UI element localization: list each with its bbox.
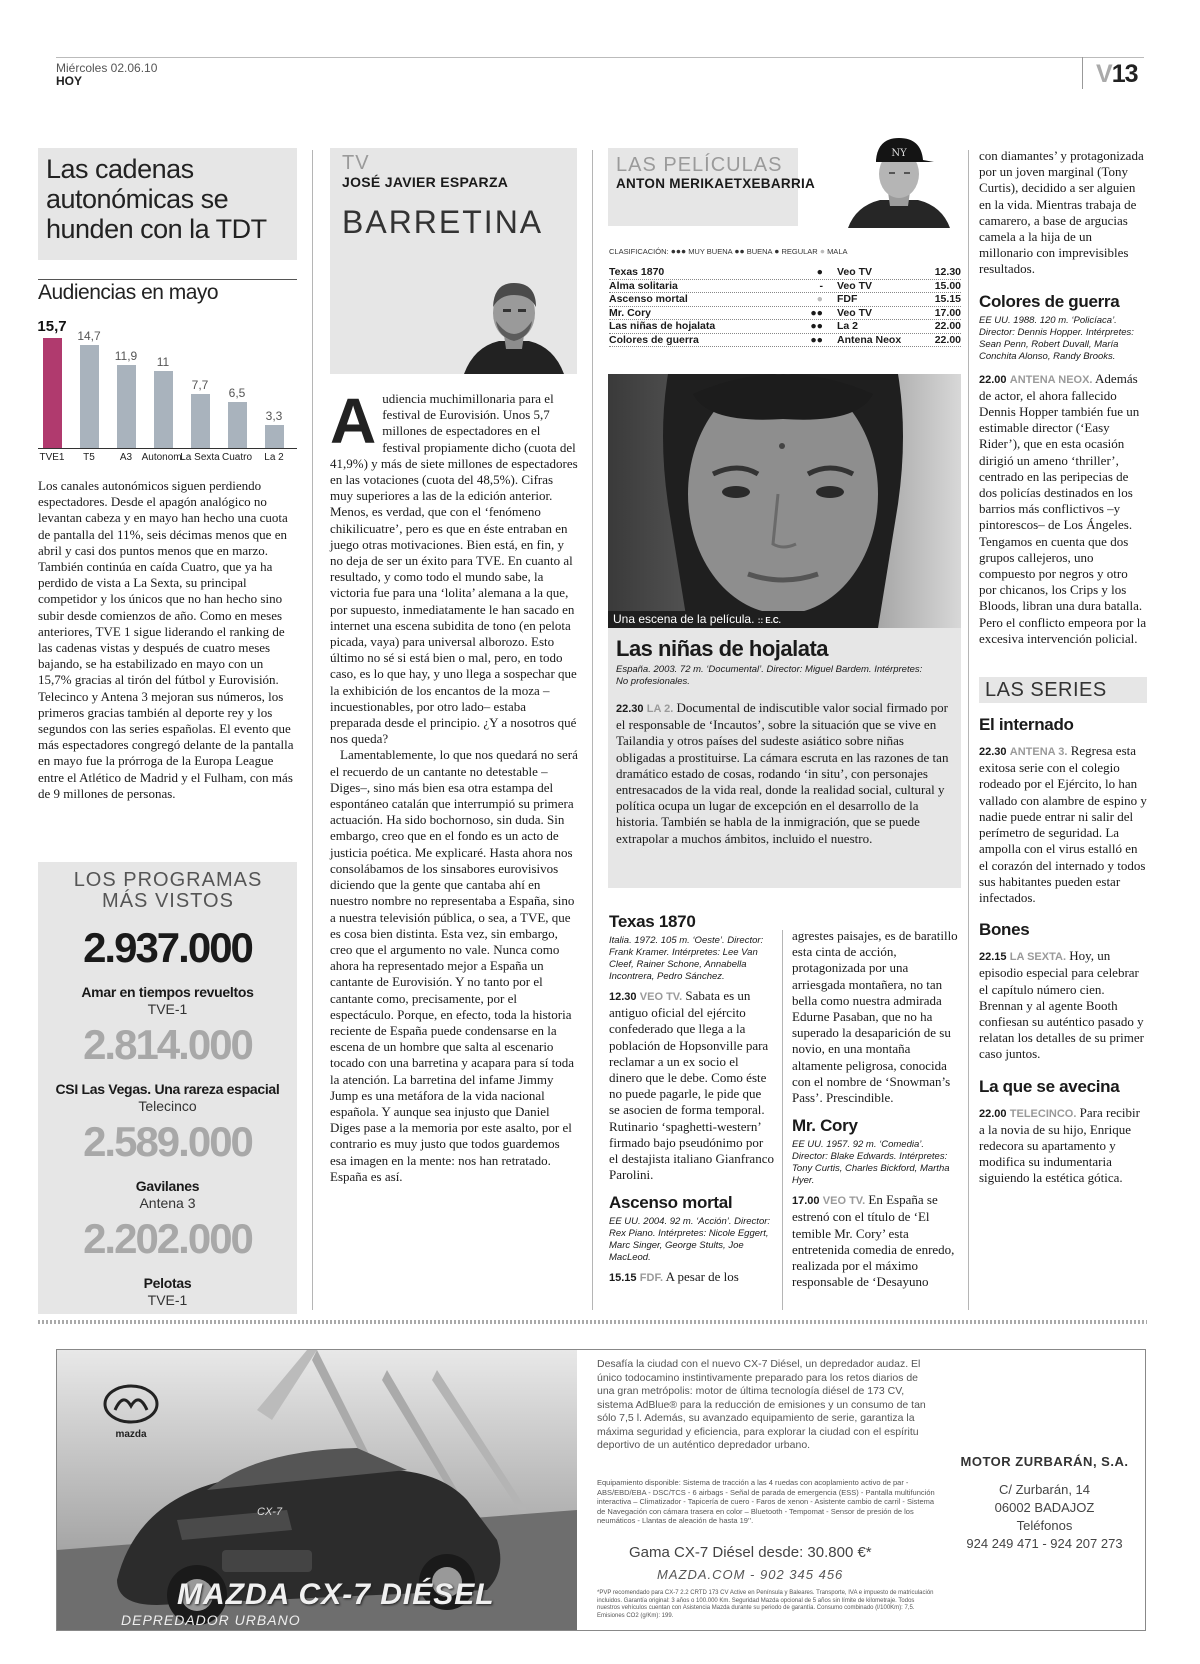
listing-channel: Veo TV	[837, 306, 873, 319]
photo-credit: :: E.C.	[757, 616, 781, 625]
listing-channel: Veo TV	[837, 266, 873, 278]
feature-time: 22.30	[616, 703, 644, 715]
column-lead-paragraph: udiencia muchimillonaria para el festival de Eurovisión. Unos 5,7 millones de espectadores en el festival propiamente dicho (cuota del 41,9%) y más de siete millones de espectadores en las votaciones (cuota del 48,5%). Cifras muy superiores a las de la edición anterior. Menos, es verdad, que con el ‘fenómeno chikilicuatre’, pero es que en éste entraban en juego otras motivaciones. Bien está, en fin, y no deja de ser un éxito para TVE. En cuanto al resultado, y como todo el mundo sabe, la victoria fue para una ‘lolita’ alemana a la que, por supuesto, inmediatamente le han sacado en internet una escena subidita de tono (en pelota picada, vaya) para universal alborozo. Esto último no sé si está bien o mal, pero, en todo caso, es lo que hay, y uno llega a sospechar que la exhibición de los encantos de la moza –incuestionables, por otro lado– estaba preparada desde el principio. ¿Y a nosotros qué nos queda?	[330, 391, 578, 747]
ad-legal: *PVP recomendado para CX-7 2.2 CRTD 173 CV Active en Península y Baleares. Transporte, IVA e impuesto de matriculación incluidos. Garantía original: 3 años o 100.000 Km. Seguridad Mazda opcional de 5 años sin límite de kilometraje. Todos nuestros vehículos cuentan con Asistencia Mazda durante su periodo de garantía. Consumo combinado (l/100Km): 7,5. Emisiones CO2 (g/Km): 199.	[597, 1590, 934, 1619]
listing-row	[609, 320, 961, 334]
chart-bar	[154, 371, 173, 448]
listing-rating: ●	[816, 293, 823, 305]
movies-section: LAS PELÍCULAS	[616, 154, 783, 176]
headline-box	[38, 148, 297, 260]
listing-row	[609, 280, 961, 294]
drop-cap: A	[330, 385, 377, 457]
header-page: 13	[1111, 60, 1138, 88]
listing-channel: La 2	[837, 320, 859, 332]
series-time: 22.00	[979, 1107, 1007, 1120]
ad-equipment: Equipamiento disponible: Sistema de tracción a las 4 ruedas con acoplamiento activo de par - ABS/EBD/EBA - DSC/TCS - 6 airbags - Señal de parada de emergencia (ESS) - Pantalla multifunción interactiva – Climatizador - Tapicería de cuero - Faros de xenon - Asistente cambio de carril - Sistema de Navegación con cámara trasera en color – Bluetooth - Tempomat - Sensor de presión de los neumáticos - Llantas de aleación de hasta 19’’.	[597, 1478, 935, 1525]
series-description: Para recibir a la novia de su hijo, Enrique redecora su apartamento y modifica su indumentaria siguiendo la estética gótica.	[979, 1104, 1140, 1186]
rating-legend-label: CLASIFICACIÓN:	[609, 247, 669, 256]
film-still-photo	[608, 374, 961, 628]
listing-title: Alma solitaria	[609, 279, 678, 292]
review-texas	[609, 912, 774, 1287]
svg-text:NY: NY	[891, 148, 907, 159]
series-text	[979, 743, 1147, 906]
series-time: 22.15	[979, 951, 1007, 964]
dealer-address: C/ Zurbarán, 14	[998, 1482, 1091, 1497]
series-channel: TELECINCO.	[1009, 1107, 1077, 1120]
audience-chart	[38, 318, 297, 468]
review-description: Además de actor, el ahora fallecido Dennis Hopper también fue un estimable director (‘Easy Rider’), que en esta ocasión dirigió un ameno ‘thriller’, centrado en las peripecias de dos policías destinados en los barrios más conflictivos –y pintorescos– de Los Ángeles. Tengamos en cuenta que dos grupos callejeros, uno compuesto por negros y otro por chicanos, los Crips y los Bloods, libran una dura batalla. Pero el conflicto empeora por la excesiva intervención policial.	[979, 370, 1147, 646]
ad-price: Gama CX-7 Diésel desde: 30.800 €*	[629, 1544, 872, 1561]
header-page-divider	[1082, 57, 1083, 89]
author-portrait	[454, 269, 574, 374]
feature-description: Documental de indiscutible valor social firmado por el responsable de ‘Incautos’, sobre la situación que se vive en Tailandia y otros países del sudeste asiático sobre niñas obligadas a prostituirse. La cámara escruta en las razones de tan dramático estado de cosas, rodando ‘in situ’, con personajes entresacados de la vida real, donde la realidad social, cultural y política ocupa un lugar de excepción en el desarrollo de la historia. También se habla de la inmigración, que se puede extrapolar a muchos ámbitos, incluido el nuestro.	[616, 700, 949, 846]
listing-title: Texas 1870	[609, 266, 665, 278]
rating-regular: REGULAR	[781, 247, 818, 256]
program-count-3: 2.589.000	[83, 1118, 252, 1165]
review-time: 15.15	[609, 1272, 637, 1285]
program-count-4: 2.202.000	[83, 1215, 252, 1262]
ad-top-rule	[38, 1320, 1147, 1324]
review-text	[609, 1269, 774, 1286]
column-paragraph: Lamentablemente, lo que nos quedará no será el recuerdo de un cantante no detestable –Diges–, sino más bien esa otra estampa del espontáneo catalán que interrumpió su primera actuación. Ha sido bochornoso, sin duda. Sin embargo, creo que en el fondo es un acto de justicia poética. Me explicaré. Hasta ahora nos consolábamos de los sinsabores eurovisivos diciendo que la gente que cantaba ahí en nuestro nombre no representaba a España, sino a nuestra televisión pública, o sea, a TVE, que es cosa bien distinta. Esta vez, sin embargo, creo que el argumento no vale. Nunca como ahora ha representado mejor a España un cantante de Eurovisión. Y no tanto por el cantante como, precisamente, por el espectáculo. Porque, en efecto, toda la historia reciente de España puede condensarse en la escena de un hombre que salta al escenario tocado con una barretina y acapara para sí toda la atención. La barretina del infame Jimmy Jump es una metáfora de la vida nacional española. Y aunque sea injusto que Daniel Diges pase a la memoria por este asalto, por el contrario es muy justo que todos guardemos esa imagen en la mente: nos han retratado. España es así.	[330, 747, 578, 1184]
listing-time: 15.00	[934, 279, 961, 292]
col4-column	[979, 148, 1147, 1187]
dealer-name: MOTOR ZURBARÁN, S.A.	[960, 1454, 1129, 1469]
header-date: Miércoles 02.06.10	[56, 61, 158, 75]
review-channel: VEO TV.	[822, 1195, 866, 1208]
series-title: La que se avecina	[979, 1076, 1120, 1096]
feature-text	[616, 700, 954, 847]
series-title: Bones	[979, 920, 1030, 940]
chart-category-label: TVE1	[39, 452, 65, 463]
program-title-4: Pelotas	[143, 1275, 192, 1291]
review-description: Sabata es un antiguo oficial del ejército confederado que llega a la población de Hopsonville para reclamar a un ex socio el dinero que le debe. Como éste no puede pagarle, le pide que se asocien de forma temporal. Rutinario ‘spaghetti-western’ firmado bajo pseudónimo por el destajista italiano Gianfranco Parolini.	[609, 988, 774, 1183]
listing-channel: FDF	[837, 293, 858, 305]
review-time: 22.00	[979, 373, 1007, 386]
review-continuation: agrestes paisajes, es de baratillo esta cinta de acción, protagonizada por una arriesgada montañera, no tan bella como nuestra admirada Edurne Pasaban, que no ha superado la desaparición de su novio, en una montaña altamente peligrosa, conocida con el nombre de ‘Snowman’s Pass’. Prescindible.	[792, 928, 958, 1106]
ad-website: MAZDA.COM - 902 345 456	[657, 1567, 844, 1582]
rating-dot-bad: ●	[819, 246, 825, 256]
feature-box	[608, 374, 961, 888]
header-rule	[56, 57, 1144, 58]
column-rule	[782, 930, 783, 1310]
series-text	[979, 1105, 1147, 1187]
ad-model-tagline: MAZDA CX-7 DIÉSEL	[177, 1578, 495, 1611]
rating-very-good: MUY BUENA	[688, 247, 733, 256]
listing-channel: Veo TV	[837, 279, 873, 292]
top-programs-heading: LOS PROGRAMAS MÁS VISTOS	[73, 869, 263, 912]
feature-title: Las niñas de hojalata	[616, 636, 829, 661]
movie-listings	[609, 266, 961, 347]
chart-category-label: La 2	[264, 452, 284, 463]
chart-value-label: 3,3	[265, 409, 283, 423]
review-credits: Italia. 1972. 105 m. ‘Oeste’. Director: Frank Kramer. Intérpretes: Lee Van Cleef, Rainer Schone, Annabella Incontrera, Pedro Sánchez.	[609, 935, 764, 982]
chart-article: Los canales autonómicos siguen perdiendo espectadores. Desde el apagón analógico no levantan cabeza y en mayo han hecho una cuota de pantalla del 11%, seis décimas menos que en abril y casi dos puntos menos que en marzo. También continúa en caída Cuatro, que ya ha perdido de vista a La Sexta, su principal competidor y los únicos que no han hecho sino subir desde comienzos de año. Como en meses anteriores, TVE 1 sigue liderando el ranking de las cadenas vistas y después de cuatro meses bajando, se ha estabilizado en mayo con un 15,7% gracias al tirón del fútbol y Eurovisión. Telecinco y Antena 3 mejoran sus números, los primeros gracias también al deporte rey y los segundos con las series españolas. El evento que más espectadores congregó delante de la pantalla en mayo fue la prórroga de la Europa League entre el Atlético de Madrid y el Fulham, con más de 9 millones de personas.	[38, 478, 294, 801]
listing-row	[609, 307, 961, 321]
review-description: En España se estrenó con el título de ‘El temible Mr. Cory’ esta entretenida comedia de enredo, realizada por el máximo responsable de ‘Desayuno	[792, 1192, 955, 1290]
review-description: A pesar de los	[665, 1269, 739, 1285]
listing-row	[609, 293, 961, 307]
review-title: Ascenso mortal	[609, 1193, 733, 1213]
chart-bar	[117, 365, 136, 448]
listing-title: Ascenso mortal	[609, 293, 688, 305]
program-channel-2: Telecinco	[138, 1098, 197, 1114]
chart-value-label: 11,9	[114, 349, 138, 363]
column-header-box	[330, 148, 577, 374]
rating-bad: MALA	[827, 247, 848, 256]
review-text	[979, 371, 1147, 647]
series-channel: ANTENA 3.	[1009, 746, 1068, 759]
review-credits: EE UU. 2004. 92 m. ‘Acción’. Director: Rex Piano. Intérpretes: Nicole Eggert, Marc Singer, George Stults, Joe MacLeod.	[609, 1216, 771, 1264]
chart-bar	[191, 394, 210, 448]
review-credits: EE UU. 1988. 120 m. ‘Policíaca’. Director: Dennis Hopper. Intérpretes: Sean Penn, Robert Duvall, María Conchita Alonso, Randy Brooks.	[979, 314, 1134, 362]
chart-category-label: Autonom.	[141, 452, 185, 463]
listing-row	[609, 334, 961, 348]
review-credits: EE UU. 1957. 92 m. ‘Comedia’. Director: Blake Edwards. Intérpretes: Tony Curtis, Charles Bickford, Martha Hyer.	[792, 1139, 950, 1187]
chart-plot	[37, 318, 297, 463]
listing-time: 15.15	[934, 293, 961, 305]
review-text	[792, 1192, 960, 1290]
rating-good: BUENA	[746, 247, 773, 256]
series-title: El internado	[979, 715, 1074, 735]
column-rule	[968, 150, 969, 1310]
column-article	[330, 385, 578, 1185]
series-description: Hoy, un episodio especial para celebrar el capítulo número cien. Brennan y al agente Booth confiesan su auténtico pasado y relatan los detalles de su primer caso juntos.	[979, 948, 1144, 1062]
series-description: Regresa esta exitosa serie con el colegio rodeado por el Ejército, lo han vallado con alambre de espino y nadie puede entrar ni salir del perímetro de seguridad. La ampolla con el virus estalló en el corazón del internado y todos sus habitantes pueden estar infectados.	[979, 743, 1147, 905]
review-time: 17.00	[792, 1195, 820, 1208]
mazda-logo-text: mazda	[115, 1429, 147, 1440]
program-title-3: Gavilanes	[135, 1178, 200, 1194]
chart-category-label: A3	[119, 452, 133, 463]
listing-time: 12.30	[934, 266, 961, 278]
series-channel: LA SEXTA.	[1009, 951, 1067, 964]
car-badge: CX-7	[257, 1506, 283, 1518]
review-time: 12.30	[609, 991, 637, 1003]
program-channel-4: TVE-1	[147, 1292, 188, 1308]
review-channel: VEO TV.	[639, 991, 683, 1003]
chart-bar	[43, 338, 62, 448]
chart-value-label: 11	[156, 355, 170, 369]
series-heading: LAS SERIES	[985, 679, 1107, 702]
rating-dots-very-good: ●●●	[670, 246, 687, 256]
top-programs-box	[38, 862, 297, 1314]
review-channel: ANTENA NEOX.	[1009, 373, 1093, 386]
chart-value-label: 7,7	[191, 378, 209, 392]
program-channel-1: TVE-1	[147, 1001, 188, 1017]
series-time: 22.30	[979, 746, 1007, 759]
chart-category-label: Cuatro	[221, 452, 252, 463]
header-section: V	[1096, 60, 1112, 88]
chart-baseline	[38, 448, 297, 449]
header-page-number	[1096, 60, 1138, 89]
dealer-phones: 924 249 471 - 924 207 273	[966, 1536, 1123, 1551]
column-title: BARRETINA	[342, 204, 544, 240]
review-cory-column	[792, 928, 960, 1290]
photo-caption-bar	[608, 611, 844, 628]
chart-bar	[80, 345, 99, 448]
photo-caption: Una escena de la película.	[613, 612, 755, 626]
listing-channel: Antena Neox	[837, 333, 902, 346]
listing-rating: ●	[816, 266, 823, 278]
review-title: Texas 1870	[609, 912, 696, 931]
listing-time: 17.00	[934, 306, 961, 319]
program-count-2: 2.814.000	[83, 1021, 252, 1068]
listing-rating: ●●	[810, 306, 823, 319]
chart-value-label: 14,7	[77, 329, 101, 343]
listing-title: Mr. Cory	[609, 306, 652, 319]
review-channel: FDF.	[639, 1272, 664, 1285]
rating-dots-good: ●●	[734, 246, 745, 256]
series-text	[979, 948, 1147, 1062]
listing-rating: ●●	[810, 320, 823, 332]
listing-rating: ●●	[810, 333, 823, 346]
chart-bar	[228, 402, 247, 448]
listing-title: Colores de guerra	[609, 333, 699, 346]
critic-portrait	[846, 132, 952, 228]
feature-credits: España. 2003. 72 m. ‘Documental’. Director: Miguel Bardem. Intérpretes: No profesionales.	[616, 664, 923, 687]
feature-channel: LA 2.	[646, 703, 674, 715]
series-header-box	[979, 677, 1147, 703]
column-author: JOSÉ JAVIER ESPARZA	[342, 174, 509, 190]
review-title: Colores de guerra	[979, 291, 1120, 311]
dealer-phones-label: Teléfonos	[1016, 1518, 1073, 1533]
mazda-logo-icon	[103, 1384, 159, 1424]
movies-header-box	[608, 148, 816, 226]
chart-category-label: T5	[83, 452, 95, 463]
program-title-2: CSI Las Vegas. Una rareza espacial	[55, 1081, 280, 1097]
listing-time: 22.00	[934, 320, 961, 332]
movies-author: ANTON MERIKAETXEBARRIA	[616, 176, 816, 191]
review-text	[609, 988, 774, 1183]
chart-heading-rule	[38, 279, 297, 280]
column-rule	[312, 150, 313, 1310]
mazda-advertisement	[56, 1349, 1146, 1631]
review-continuation: con diamantes’ y protagonizada por un joven marginal (Tony Curtis), decidido a ser alguien en la vida. Mientras trabaja de camarero, a base de argucias camela a la hija de un millonario con imprevisibles resultados.	[979, 148, 1144, 277]
listing-row	[609, 266, 961, 280]
chart-category-label: La Sexta	[180, 452, 220, 463]
listing-time: 22.00	[934, 333, 961, 346]
headline: Las cadenas autonómicas se hunden con la TDT	[46, 154, 267, 244]
chart-heading: Audiencias en mayo	[38, 281, 219, 304]
listing-rating: -	[819, 279, 823, 292]
program-title-1: Amar en tiempos revueltos	[81, 984, 254, 1000]
mazda-logo	[101, 1384, 161, 1440]
rating-legend	[609, 246, 848, 256]
listing-title: Las niñas de hojalata	[609, 320, 716, 332]
review-title: Mr. Cory	[792, 1116, 858, 1136]
chart-value-label: 15,7	[37, 318, 67, 335]
program-count-1: 2.937.000	[83, 924, 252, 971]
program-channel-3: Antena 3	[139, 1195, 196, 1211]
column-section: TV	[342, 152, 370, 174]
column-rule	[592, 150, 593, 1310]
ad-subtagline: DEPREDADOR URBANO	[121, 1612, 301, 1628]
chart-value-label: 6,5	[228, 386, 246, 400]
rating-dot-regular: ●	[774, 246, 780, 256]
chart-bar	[265, 425, 284, 448]
dealer-city: 06002 BADAJOZ	[994, 1500, 1095, 1515]
header-paper: HOY	[56, 74, 83, 88]
ad-copy: Desafía la ciudad con el nuevo CX-7 Diésel, un depredador audaz. El único todocamino instintivamente preparado para los retos diarios de una gran metrópolis: motor de última tecnología diésel de 173 CV, sistema AdBlue® para la reducción de emisiones y un consumo de tan sólo 7,5 l. Además, su avanzado equipamiento de serie, garantiza la máxima seguridad y eficiencia, para explorar la ciudad con el espíritu deportivo de un auténtico depredador urbano.	[597, 1358, 926, 1451]
